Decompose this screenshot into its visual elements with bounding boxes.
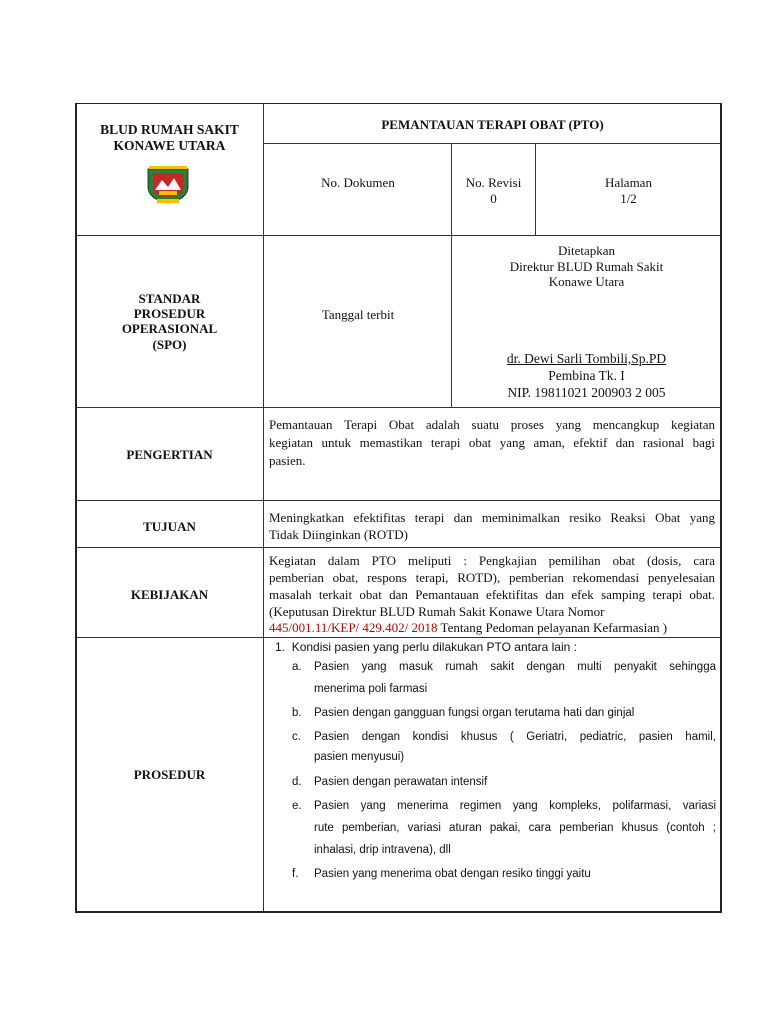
kebijakan-text-line5 [269, 620, 715, 635]
list-item-key: c. [292, 731, 301, 743]
tujuan-text-line2: Tidak Diinginkan (ROTD) [269, 527, 408, 542]
row-divider-pengertian [76, 500, 721, 501]
signer-nip: NIP. 19811021 200903 2 005 [507, 385, 666, 400]
spo-label-line4: (SPO) [152, 337, 187, 352]
prosedur-item-c [274, 726, 714, 770]
column-divider-main [263, 104, 264, 912]
row-divider-tujuan [76, 547, 721, 548]
direktur-line2: Konawe Utara [548, 274, 625, 289]
pengertian-text-line3: pasien. [269, 453, 306, 468]
row-divider-spo [76, 407, 721, 408]
no-dokumen-label: No. Dokumen [321, 175, 395, 190]
prosedur-intro [275, 640, 715, 655]
prosedur-item-e [274, 795, 714, 861]
kebijakan-text-line2: pemberian obat, respons terapi, ROTD), pemberian rekomendasi penyelesaian [269, 570, 715, 585]
list-item-text-line2: rute pemberian, variasi aturan pakai, cara pemberian khusus (contoh ; [314, 822, 716, 834]
list-item-text-line3: inhalasi, drip intravena), dll [314, 844, 451, 856]
prosedur-label: PROSEDUR [133, 767, 206, 782]
kebijakan-text-line3: masalah terkait obat dan Pemantauan efektifitas dan efek samping terapi obat. [269, 587, 715, 602]
list-item-key: d. [292, 776, 302, 788]
direktur-line1: Direktur BLUD Rumah Sakit [509, 259, 664, 274]
kebijakan-text-line4: (Keputusan Direktur BLUD Rumah Sakit Konawe Utara Nomor [269, 604, 605, 619]
halaman-label: Halaman [605, 175, 652, 190]
signer-rank: Pembina Tk. I [548, 368, 625, 383]
spo-label-line1: STANDAR [138, 291, 201, 306]
kebijakan-label: KEBIJAKAN [130, 587, 209, 602]
list-item-text-line1: Pasien dengan perawatan intensif [314, 776, 488, 788]
row-divider-header [76, 235, 721, 236]
tujuan-text-line1: Meningkatkan efektifitas terapi dan meminimalkan resiko Reaksi Obat yang [269, 510, 715, 525]
list-item-text-line2: pasien menyusui) [314, 751, 405, 763]
list-item-key: b. [292, 707, 302, 719]
pengertian-text-line2: kegiatan untuk memastikan terapi obat yang aman, efektif dan rasional bagi [269, 435, 715, 450]
kabupaten-emblem-logo [145, 165, 191, 205]
spo-label-line3: OPERASIONAL [121, 321, 218, 336]
row-divider-kebijakan [76, 637, 721, 638]
list-item-text-line1: Pasien yang menerima regimen yang kompleks, polifarmasi, variasi [314, 800, 716, 812]
pengertian-text-line1: Pemantauan Terapi Obat adalah suatu proses yang mencangkup kegiatan [269, 417, 715, 432]
kebijakan-decree-number: 445/001.11/KEP/ 429.402/ 2018 [269, 620, 438, 635]
spo-label-line2: PROSEDUR [133, 306, 206, 321]
list-item-text-line1: Pasien dengan kondisi khusus ( Geriatri, pediatric, pasien hamil, [314, 731, 716, 743]
list-item-key: e. [292, 800, 302, 812]
prosedur-item-b [274, 702, 714, 724]
list-item-key: a. [292, 661, 302, 673]
document-title: PEMANTAUAN TERAPI OBAT (PTO) [381, 117, 604, 132]
signer-name: dr. Dewi Sarli Tombili,Sp.PD [506, 351, 667, 366]
kebijakan-decree-subject: Tentang Pedoman pelayanan Kefarmasian ) [437, 620, 668, 635]
list-item-text-line1: Pasien yang masuk rumah sakit dengan multi penyakit sehingga [314, 661, 716, 673]
ditetapkan-label: Ditetapkan [557, 243, 616, 258]
prosedur-intro-text: Kondisi pasien yang perlu dilakukan PTO antara lain : [291, 640, 577, 654]
list-item-text-line2: menerima poli farmasi [314, 683, 428, 695]
halaman-value: 1/2 [620, 191, 637, 206]
org-name-line1: BLUD RUMAH SAKIT [100, 122, 239, 137]
kebijakan-text-line1: Kegiatan dalam PTO meliputi : Pengkajian pemilihan obat (dosis, cara [269, 553, 715, 568]
prosedur-item-d [274, 771, 714, 793]
no-revisi-label: No. Revisi [465, 175, 522, 190]
pengertian-label: PENGERTIAN [126, 447, 213, 462]
list-item-text-line1: Pasien yang menerima obat dengan resiko tinggi yaitu [314, 868, 591, 880]
row-divider-title [264, 143, 721, 144]
prosedur-item-f [274, 863, 714, 885]
org-name-line2: KONAWE UTARA [113, 138, 226, 153]
tanggal-terbit-label: Tanggal terbit [321, 307, 395, 322]
no-revisi-value: 0 [490, 191, 497, 206]
prosedur-intro-number: 1. [275, 640, 286, 654]
tujuan-label: TUJUAN [143, 519, 196, 534]
list-item-key: f. [292, 868, 299, 880]
list-item-text-line1: Pasien dengan gangguan fungsi organ terutama hati dan ginjal [314, 707, 635, 719]
